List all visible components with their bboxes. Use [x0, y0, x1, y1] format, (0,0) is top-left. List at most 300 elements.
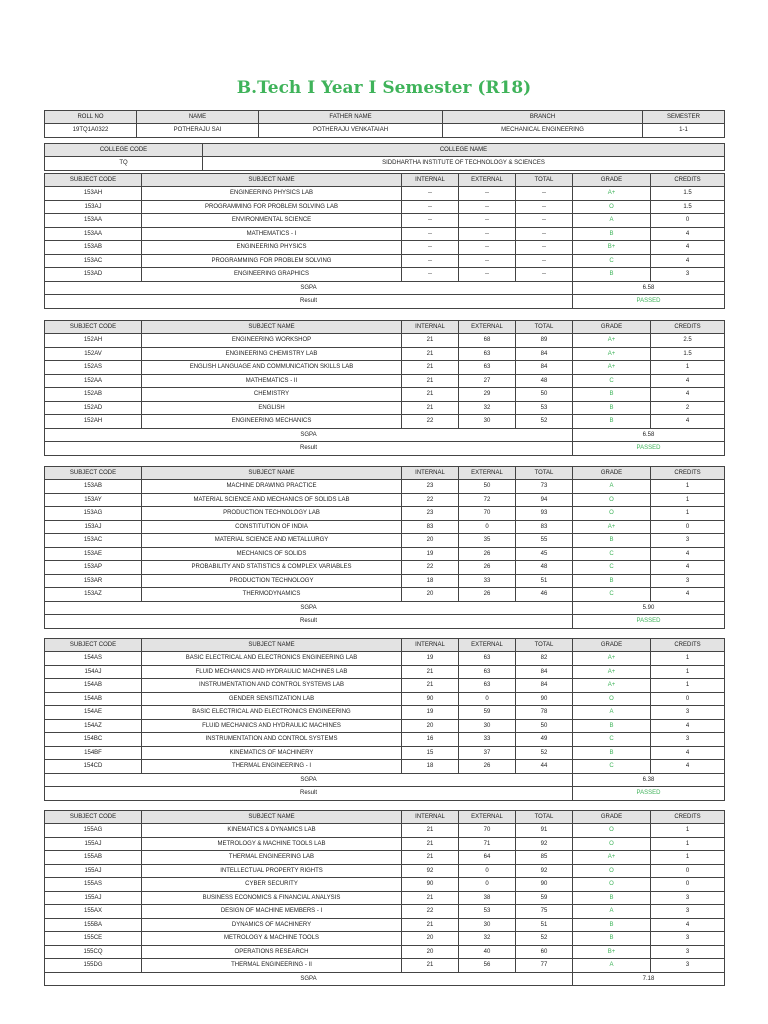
credits-cell: 1	[651, 507, 725, 521]
credits-cell: 1	[651, 665, 725, 679]
internal-cell: 21	[402, 851, 459, 865]
total-cell: --	[516, 254, 573, 268]
internal-cell: 21	[402, 401, 459, 415]
table-header-row	[45, 467, 725, 480]
grade-cell: O	[573, 878, 651, 892]
credits-cell: 1.5	[651, 187, 725, 201]
subject-code-cell: 155AJ	[45, 864, 142, 878]
semester-table	[44, 320, 725, 456]
total-cell: 73	[516, 480, 573, 494]
grade-cell: B	[573, 268, 651, 282]
total-cell: 52	[516, 415, 573, 429]
internal-cell: 21	[402, 824, 459, 838]
roll-no-header: ROLL NO	[45, 111, 137, 124]
external-cell: 0	[459, 520, 516, 534]
subject-code-cell: 153AA	[45, 227, 142, 241]
table-row	[45, 837, 725, 851]
internal-cell: 18	[402, 760, 459, 774]
total-cell: 52	[516, 932, 573, 946]
table-row	[45, 520, 725, 534]
internal-header: INTERNAL	[402, 467, 459, 480]
college-code-header: COLLEGE CODE	[45, 144, 203, 157]
subject-name-cell: METROLOGY & MACHINE TOOLS LAB	[142, 837, 402, 851]
subject-code-cell: 154CD	[45, 760, 142, 774]
grade-cell: A+	[573, 520, 651, 534]
total-cell: 49	[516, 733, 573, 747]
external-cell: 53	[459, 905, 516, 919]
subject-code-cell: 154AB	[45, 679, 142, 693]
external-cell: 70	[459, 824, 516, 838]
total-cell: 82	[516, 652, 573, 666]
credits-cell: 4	[651, 746, 725, 760]
student-info-table	[44, 110, 725, 138]
table-row	[45, 493, 725, 507]
external-cell: --	[459, 227, 516, 241]
total-cell: 92	[516, 864, 573, 878]
credits-cell: 3	[651, 959, 725, 973]
total-cell: 50	[516, 719, 573, 733]
external-cell: --	[459, 254, 516, 268]
grade-cell: A+	[573, 187, 651, 201]
total-cell: 89	[516, 334, 573, 348]
credits-cell: 1	[651, 851, 725, 865]
grade-cell: A+	[573, 361, 651, 375]
credits-cell: 3	[651, 905, 725, 919]
grade-cell: A	[573, 905, 651, 919]
external-cell: 37	[459, 746, 516, 760]
sgpa-row	[45, 428, 725, 442]
internal-cell: --	[402, 227, 459, 241]
table-row	[45, 334, 725, 348]
internal-cell: 21	[402, 347, 459, 361]
grade-cell: B	[573, 891, 651, 905]
total-cell: 48	[516, 561, 573, 575]
subject-code-cell: 154BC	[45, 733, 142, 747]
internal-cell: 90	[402, 692, 459, 706]
table-row	[45, 214, 725, 228]
internal-cell: 20	[402, 534, 459, 548]
grade-cell: A	[573, 214, 651, 228]
internal-cell: --	[402, 241, 459, 255]
subject-name-cell: DESIGN OF MACHINE MEMBERS - I	[142, 905, 402, 919]
total-cell: 94	[516, 493, 573, 507]
table-row	[45, 361, 725, 375]
semester-header: SEMESTER	[643, 111, 725, 124]
external-cell: 0	[459, 878, 516, 892]
internal-header: INTERNAL	[402, 811, 459, 824]
grade-header: GRADE	[573, 467, 651, 480]
internal-cell: 92	[402, 864, 459, 878]
internal-cell: --	[402, 214, 459, 228]
subject-name-cell: PROGRAMMING FOR PROBLEM SOLVING LAB	[142, 200, 402, 214]
grade-cell: B	[573, 415, 651, 429]
credits-cell: 3	[651, 932, 725, 946]
credits-header: CREDITS	[651, 467, 725, 480]
subject-name-cell: THERMAL ENGINEERING - I	[142, 760, 402, 774]
subject-code-cell: 153AB	[45, 480, 142, 494]
subject-code-cell: 154AE	[45, 706, 142, 720]
total-cell: 91	[516, 824, 573, 838]
external-cell: 71	[459, 837, 516, 851]
college-name-header: COLLEGE NAME	[203, 144, 725, 157]
college-name-value: SIDDHARTHA INSTITUTE OF TECHNOLOGY & SCIENCES	[203, 157, 725, 171]
grade-cell: B	[573, 918, 651, 932]
table-header-row	[45, 811, 725, 824]
grade-cell: B	[573, 574, 651, 588]
external-cell: 63	[459, 665, 516, 679]
table-row	[45, 507, 725, 521]
name-value: POTHERAJU SAI	[137, 124, 259, 138]
semester-table	[44, 810, 725, 986]
credits-cell: 2	[651, 401, 725, 415]
college-code-value: TQ	[45, 157, 203, 171]
branch-header: BRANCH	[443, 111, 643, 124]
internal-cell: 21	[402, 374, 459, 388]
subject-name-cell: GENDER SENSITIZATION LAB	[142, 692, 402, 706]
external-cell: 68	[459, 334, 516, 348]
result-value: PASSED	[573, 787, 725, 801]
internal-cell: --	[402, 254, 459, 268]
total-cell: 48	[516, 374, 573, 388]
table-row	[45, 918, 725, 932]
table-row	[45, 241, 725, 255]
credits-header: CREDITS	[651, 174, 725, 187]
subject-name-cell: ENGINEERING GRAPHICS	[142, 268, 402, 282]
subject-code-cell: 153AD	[45, 268, 142, 282]
credits-cell: 3	[651, 706, 725, 720]
internal-cell: 20	[402, 719, 459, 733]
college-value-row	[45, 157, 725, 171]
subject-code-cell: 155CE	[45, 932, 142, 946]
internal-cell: 21	[402, 679, 459, 693]
subject-code-header: SUBJECT CODE	[45, 467, 142, 480]
external-cell: 30	[459, 918, 516, 932]
external-cell: 30	[459, 415, 516, 429]
sgpa-row	[45, 972, 725, 986]
grade-cell: B	[573, 388, 651, 402]
subject-code-cell: 152AD	[45, 401, 142, 415]
table-row	[45, 480, 725, 494]
grade-cell: A+	[573, 347, 651, 361]
total-cell: --	[516, 214, 573, 228]
total-cell: 51	[516, 918, 573, 932]
result-row	[45, 442, 725, 456]
total-cell: 84	[516, 361, 573, 375]
grade-cell: B+	[573, 945, 651, 959]
table-row	[45, 561, 725, 575]
table-row	[45, 679, 725, 693]
subject-code-cell: 152AS	[45, 361, 142, 375]
external-cell: --	[459, 268, 516, 282]
external-cell: 63	[459, 347, 516, 361]
credits-cell: 4	[651, 415, 725, 429]
credits-cell: 0	[651, 520, 725, 534]
external-cell: 0	[459, 692, 516, 706]
table-row	[45, 187, 725, 201]
subject-code-cell: 152AV	[45, 347, 142, 361]
subject-name-cell: PROBABILITY AND STATISTICS & COMPLEX VARIABLES	[142, 561, 402, 575]
credits-cell: 4	[651, 254, 725, 268]
table-row	[45, 374, 725, 388]
total-cell: 51	[516, 574, 573, 588]
internal-cell: 22	[402, 561, 459, 575]
subject-name-cell: DYNAMICS OF MACHINERY	[142, 918, 402, 932]
subject-code-cell: 155DG	[45, 959, 142, 973]
grade-cell: O	[573, 507, 651, 521]
subject-name-cell: MATHEMATICS - II	[142, 374, 402, 388]
table-row	[45, 760, 725, 774]
credits-header: CREDITS	[651, 811, 725, 824]
grade-cell: O	[573, 824, 651, 838]
result-value: PASSED	[573, 295, 725, 309]
credits-cell: 3	[651, 891, 725, 905]
table-header-row	[45, 174, 725, 187]
internal-cell: 19	[402, 547, 459, 561]
grade-header: GRADE	[573, 174, 651, 187]
table-row	[45, 388, 725, 402]
external-cell: 35	[459, 534, 516, 548]
grade-cell: A+	[573, 334, 651, 348]
grade-cell: C	[573, 374, 651, 388]
result-row	[45, 787, 725, 801]
subject-name-cell: METROLOGY & MACHINE TOOLS	[142, 932, 402, 946]
external-cell: 64	[459, 851, 516, 865]
internal-cell: 83	[402, 520, 459, 534]
grade-cell: A	[573, 480, 651, 494]
semester-table	[44, 638, 725, 801]
subject-name-cell: FLUID MECHANICS AND HYDRAULIC MACHINES LAB	[142, 665, 402, 679]
subject-code-cell: 155AJ	[45, 837, 142, 851]
external-header: EXTERNAL	[459, 639, 516, 652]
internal-cell: 21	[402, 665, 459, 679]
grade-cell: A+	[573, 665, 651, 679]
grade-header: GRADE	[573, 811, 651, 824]
internal-cell: 21	[402, 959, 459, 973]
subject-code-cell: 153AJ	[45, 520, 142, 534]
table-row	[45, 891, 725, 905]
subject-name-cell: ENGINEERING CHEMISTRY LAB	[142, 347, 402, 361]
external-cell: 26	[459, 588, 516, 602]
internal-cell: 21	[402, 918, 459, 932]
table-row	[45, 932, 725, 946]
subject-name-cell: ENGLISH LANGUAGE AND COMMUNICATION SKILLS LAB	[142, 361, 402, 375]
table-row	[45, 851, 725, 865]
total-cell: 93	[516, 507, 573, 521]
subject-code-cell: 153AG	[45, 507, 142, 521]
semester-table	[44, 173, 725, 309]
grade-cell: A+	[573, 679, 651, 693]
grade-cell: B	[573, 227, 651, 241]
external-cell: --	[459, 241, 516, 255]
semester-value: 1-1	[643, 124, 725, 138]
subject-code-cell: 154AZ	[45, 719, 142, 733]
table-row	[45, 878, 725, 892]
subject-code-cell: 152AB	[45, 388, 142, 402]
total-cell: 84	[516, 679, 573, 693]
subject-name-cell: ENGINEERING PHYSICS	[142, 241, 402, 255]
subject-code-header: SUBJECT CODE	[45, 811, 142, 824]
total-cell: 50	[516, 388, 573, 402]
credits-cell: 2.5	[651, 334, 725, 348]
subject-code-cell: 152AH	[45, 415, 142, 429]
sgpa-value: 6.38	[573, 773, 725, 787]
result-value: PASSED	[573, 615, 725, 629]
grade-cell: A+	[573, 851, 651, 865]
subject-name-cell: KINEMATICS & DYNAMICS LAB	[142, 824, 402, 838]
subject-name-cell: INTELLECTUAL PROPERTY RIGHTS	[142, 864, 402, 878]
internal-cell: 22	[402, 493, 459, 507]
subject-name-cell: THERMAL ENGINEERING - II	[142, 959, 402, 973]
subject-name-cell: ENGINEERING PHYSICS LAB	[142, 187, 402, 201]
external-cell: 59	[459, 706, 516, 720]
subject-name-cell: BASIC ELECTRICAL AND ELECTRONICS ENGINEERING	[142, 706, 402, 720]
grade-cell: A	[573, 706, 651, 720]
subject-name-cell: THERMAL ENGINEERING LAB	[142, 851, 402, 865]
total-header: TOTAL	[516, 174, 573, 187]
grade-cell: A	[573, 959, 651, 973]
total-cell: 78	[516, 706, 573, 720]
credits-cell: 0	[651, 878, 725, 892]
internal-cell: --	[402, 268, 459, 282]
sgpa-label: SGPA	[45, 428, 573, 442]
sgpa-label: SGPA	[45, 281, 573, 295]
subject-code-cell: 155AB	[45, 851, 142, 865]
external-cell: 33	[459, 574, 516, 588]
sgpa-label: SGPA	[45, 773, 573, 787]
subject-name-cell: MATHEMATICS - I	[142, 227, 402, 241]
credits-cell: 4	[651, 374, 725, 388]
table-row	[45, 706, 725, 720]
sgpa-label: SGPA	[45, 972, 573, 986]
table-row	[45, 200, 725, 214]
grade-header: GRADE	[573, 639, 651, 652]
table-row	[45, 746, 725, 760]
internal-cell: 90	[402, 878, 459, 892]
internal-cell: 21	[402, 361, 459, 375]
total-header: TOTAL	[516, 811, 573, 824]
subject-name-cell: ENGINEERING WORKSHOP	[142, 334, 402, 348]
credits-cell: 3	[651, 945, 725, 959]
table-row	[45, 692, 725, 706]
internal-cell: 19	[402, 706, 459, 720]
external-header: EXTERNAL	[459, 174, 516, 187]
external-cell: 70	[459, 507, 516, 521]
external-cell: 26	[459, 561, 516, 575]
sgpa-label: SGPA	[45, 601, 573, 615]
subject-code-cell: 153AC	[45, 534, 142, 548]
internal-cell: 21	[402, 837, 459, 851]
external-cell: 63	[459, 361, 516, 375]
sgpa-value: 7.18	[573, 972, 725, 986]
total-cell: 53	[516, 401, 573, 415]
credits-cell: 1	[651, 652, 725, 666]
credits-cell: 1	[651, 493, 725, 507]
subject-name-cell: OPERATIONS RESEARCH	[142, 945, 402, 959]
total-cell: 59	[516, 891, 573, 905]
credits-cell: 4	[651, 588, 725, 602]
external-cell: 27	[459, 374, 516, 388]
credits-cell: 0	[651, 864, 725, 878]
grade-cell: B	[573, 746, 651, 760]
subject-code-cell: 155AJ	[45, 891, 142, 905]
sgpa-row	[45, 281, 725, 295]
table-row	[45, 401, 725, 415]
table-row	[45, 227, 725, 241]
result-value: PASSED	[573, 442, 725, 456]
total-cell: 85	[516, 851, 573, 865]
external-cell: 63	[459, 652, 516, 666]
subject-code-cell: 155AX	[45, 905, 142, 919]
subject-name-cell: INSTRUMENTATION AND CONTROL SYSTEMS	[142, 733, 402, 747]
external-cell: 26	[459, 760, 516, 774]
external-cell: 33	[459, 733, 516, 747]
external-cell: --	[459, 200, 516, 214]
total-cell: --	[516, 268, 573, 282]
credits-cell: 0	[651, 692, 725, 706]
table-row	[45, 254, 725, 268]
external-cell: 72	[459, 493, 516, 507]
total-cell: --	[516, 200, 573, 214]
result-label: Result	[45, 615, 573, 629]
credits-header: CREDITS	[651, 639, 725, 652]
internal-cell: 20	[402, 945, 459, 959]
subject-code-cell: 153AA	[45, 214, 142, 228]
internal-cell: 21	[402, 891, 459, 905]
total-cell: 46	[516, 588, 573, 602]
subject-code-cell: 152AH	[45, 334, 142, 348]
grade-cell: O	[573, 493, 651, 507]
total-cell: 45	[516, 547, 573, 561]
external-header: EXTERNAL	[459, 321, 516, 334]
subject-name-header: SUBJECT NAME	[142, 174, 402, 187]
external-cell: 56	[459, 959, 516, 973]
table-row	[45, 652, 725, 666]
grade-cell: O	[573, 692, 651, 706]
subject-code-cell: 155CQ	[45, 945, 142, 959]
internal-cell: --	[402, 200, 459, 214]
grade-cell: C	[573, 561, 651, 575]
grade-header: GRADE	[573, 321, 651, 334]
total-cell: --	[516, 187, 573, 201]
sgpa-value: 6.58	[573, 428, 725, 442]
credits-cell: 1.5	[651, 200, 725, 214]
internal-cell: 22	[402, 905, 459, 919]
subject-code-header: SUBJECT CODE	[45, 174, 142, 187]
external-header: EXTERNAL	[459, 467, 516, 480]
external-header: EXTERNAL	[459, 811, 516, 824]
external-cell: --	[459, 187, 516, 201]
total-header: TOTAL	[516, 639, 573, 652]
semester-table	[44, 466, 725, 629]
sgpa-value: 6.58	[573, 281, 725, 295]
internal-cell: 21	[402, 334, 459, 348]
credits-cell: 3	[651, 534, 725, 548]
subject-name-cell: FLUID MECHANICS AND HYDRAULIC MACHINES	[142, 719, 402, 733]
total-header: TOTAL	[516, 467, 573, 480]
grade-cell: B	[573, 932, 651, 946]
subject-name-cell: CONSTITUTION OF INDIA	[142, 520, 402, 534]
subject-code-cell: 153AZ	[45, 588, 142, 602]
credits-cell: 3	[651, 574, 725, 588]
subject-name-cell: INSTRUMENTATION AND CONTROL SYSTEMS LAB	[142, 679, 402, 693]
total-cell: 44	[516, 760, 573, 774]
total-cell: 84	[516, 347, 573, 361]
internal-header: INTERNAL	[402, 174, 459, 187]
total-cell: 52	[516, 746, 573, 760]
external-cell: 40	[459, 945, 516, 959]
grade-cell: B+	[573, 241, 651, 255]
subject-name-cell: ENGLISH	[142, 401, 402, 415]
